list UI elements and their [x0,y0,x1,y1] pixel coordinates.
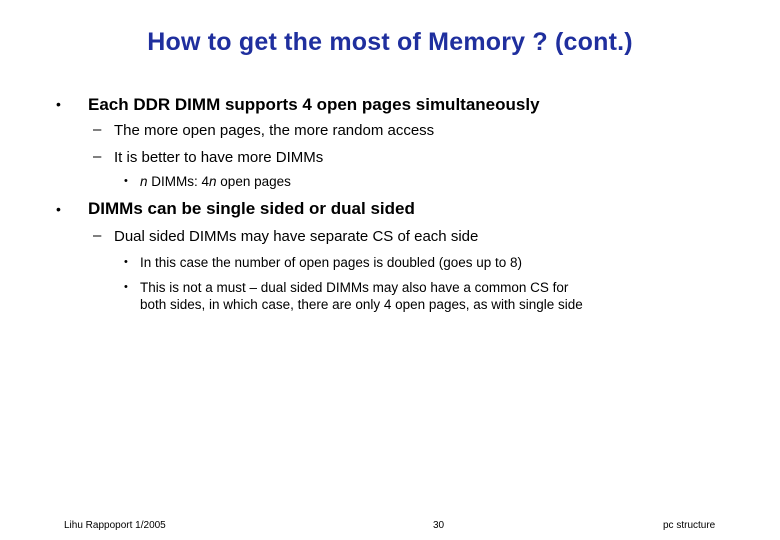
footer-course: pc structure [663,520,716,531]
bullet-dot-icon: • [124,175,128,187]
footer-author: Lihu Rappoport 1/2005 [64,520,166,531]
bullet-2-sub-1-text: Dual sided DIMMs may have separate CS of each side [114,228,479,245]
italic-n: n [140,174,148,189]
dash-icon: – [93,121,102,138]
bullet-dot-icon: • [124,281,128,293]
bullet-2-text: DIMMs can be single sided or dual sided [88,199,415,218]
italic-n: n [209,174,217,189]
bullet-dot-icon: • [56,201,61,217]
bullet-1-sub-2-text: It is better to have more DIMMs [114,149,324,166]
footer-page-number: 30 [433,520,445,531]
bullet-1-text: Each DDR DIMM supports 4 open pages simultaneously [88,95,540,114]
dash-icon: – [93,227,102,244]
text-part: open pages [216,174,291,189]
dash-icon: – [93,148,102,165]
slide-title: How to get the most of Memory ? (cont.) [147,28,633,56]
bullet-2-sub-1-sub-2-line-2: both sides, in which case, there are only 4 open pages, as with single side [140,297,583,312]
bullet-1-sub-2-sub-1-text [140,174,291,189]
bullet-dot-icon: • [56,96,61,112]
bullet-2-sub-1-sub-1-text: In this case the number of open pages is doubled (goes up to 8) [140,255,523,270]
text-part: DIMMs: 4 [147,174,210,189]
bullet-2-sub-1-sub-2-line-1: This is not a must – dual sided DIMMs may also have a common CS for [140,280,569,295]
bullet-dot-icon: • [124,256,128,268]
bullet-1-sub-1-text: The more open pages, the more random access [114,122,435,139]
